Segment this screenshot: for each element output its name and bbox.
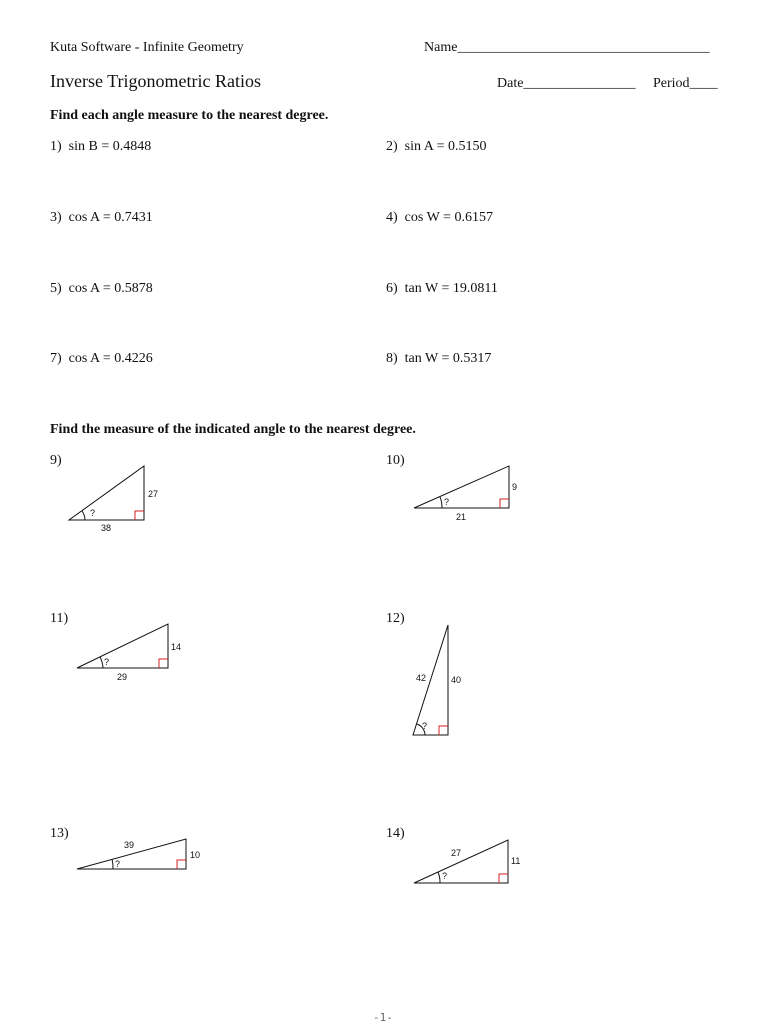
side-label: 14 (171, 642, 182, 652)
period-label: Period (653, 76, 690, 91)
side-label: 21 (456, 512, 467, 522)
side-label: 29 (117, 672, 128, 682)
name-label: Name (424, 40, 458, 55)
side-label: 27 (451, 848, 462, 858)
problem-12-number: 12) (386, 611, 405, 626)
problem-number: 8) (386, 351, 398, 366)
problem-11-number: 11) (50, 611, 69, 626)
side-label: 11 (511, 856, 521, 866)
problem-text: cos W = 0.6157 (404, 210, 493, 225)
problem-text: tan W = 19.0811 (404, 281, 498, 296)
side-label: 27 (148, 489, 159, 499)
side-label: 9 (512, 482, 518, 492)
section1-instruction: Find each angle measure to the nearest degree. (50, 108, 329, 123)
angle-label: ? (90, 508, 96, 518)
problem-text: sin B = 0.4848 (68, 139, 152, 154)
page-number: -1- (373, 1011, 393, 1024)
date-blank: ________________ (523, 76, 636, 91)
date-label: Date (497, 76, 524, 91)
angle-arc (438, 872, 440, 883)
name-blank: ____________________________________ (457, 40, 710, 55)
angle-label: ? (444, 497, 450, 507)
right-angle-marker (499, 874, 508, 883)
angle-label: ? (115, 859, 121, 869)
problem-13-number: 13) (50, 826, 69, 841)
problem-14-number: 14) (386, 826, 405, 841)
problem-number: 3) (50, 210, 62, 225)
angle-label: ? (442, 871, 448, 881)
problem-number: 2) (386, 139, 398, 154)
problem-number: 5) (50, 281, 62, 296)
problem-text: cos A = 0.4226 (68, 351, 153, 366)
side-label: 42 (416, 673, 427, 683)
angle-label: ? (104, 657, 110, 667)
period-blank: ____ (689, 76, 718, 91)
problem-text: sin A = 0.5150 (404, 139, 487, 154)
angle-label: ? (422, 721, 428, 731)
problem-number: 4) (386, 210, 398, 225)
problem-number: 1) (50, 139, 62, 154)
problem-text: cos A = 0.5878 (68, 281, 153, 296)
problem-text: cos A = 0.7431 (68, 210, 153, 225)
page-title: Inverse Trigonometric Ratios (50, 71, 261, 91)
problem-number: 7) (50, 351, 62, 366)
side-label: 40 (451, 675, 462, 685)
publisher: Kuta Software - Infinite Geometry (50, 40, 244, 55)
side-label: 38 (101, 523, 112, 533)
section2-instruction: Find the measure of the indicated angle to the nearest degree. (50, 422, 416, 437)
problem-text: tan W = 0.5317 (404, 351, 492, 366)
problem-number: 6) (386, 281, 398, 296)
problem-10-number: 10) (386, 453, 405, 468)
triangle-outline (414, 840, 508, 883)
problem-9-number: 9) (50, 453, 62, 468)
side-label: 10 (190, 850, 201, 860)
side-label: 39 (124, 840, 135, 850)
